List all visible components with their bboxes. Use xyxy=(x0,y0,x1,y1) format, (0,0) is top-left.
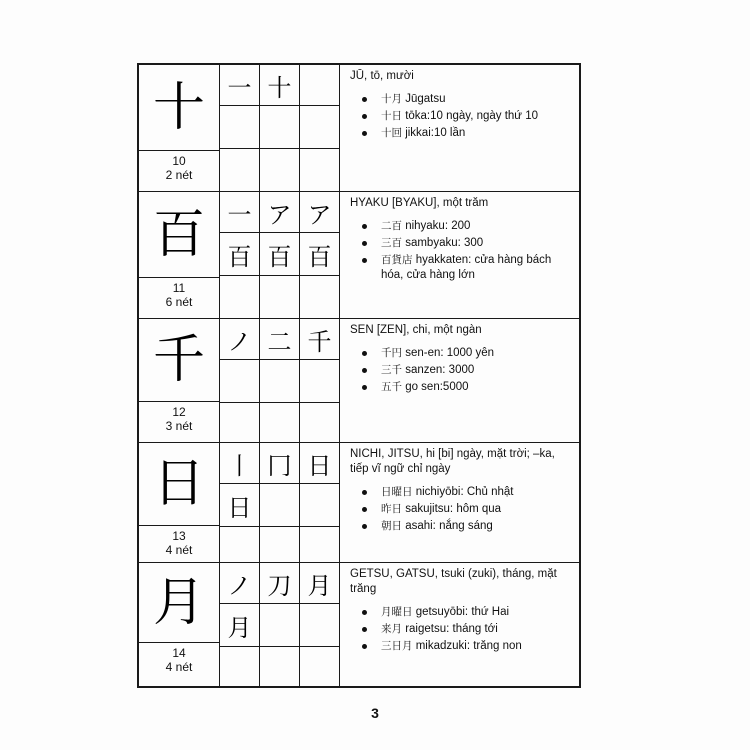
kanji-number-cell xyxy=(139,402,220,443)
example-meaning: raigetsu: tháng tới xyxy=(402,623,498,635)
example-meaning: go sen:5000 xyxy=(402,381,469,393)
example-item xyxy=(370,109,573,124)
example-meaning: hyakkaten: cửa hàng bách hóa, cửa hàng lớn xyxy=(381,254,552,281)
kanji-index: 12 xyxy=(172,405,186,419)
example-list xyxy=(350,485,573,534)
stroke-order-cell xyxy=(260,276,300,319)
stroke-order-cell xyxy=(260,106,300,149)
stroke-order-cell xyxy=(220,360,260,403)
example-list xyxy=(350,346,573,395)
example-word: 日曜日 xyxy=(381,486,413,498)
example-item xyxy=(370,380,573,395)
kanji-character: 千 xyxy=(152,330,205,390)
stroke-order-cell: 冂 xyxy=(260,443,300,484)
kanji-big-cell xyxy=(139,65,220,151)
example-meaning: sen-en: 1000 yên xyxy=(402,347,495,359)
kanji-entry xyxy=(139,563,579,686)
example-meaning: asahi: nắng sáng xyxy=(402,520,493,532)
kanji-number-cell xyxy=(139,643,220,686)
example-word: 来月 xyxy=(381,623,402,635)
example-item xyxy=(370,605,573,620)
kanji-info xyxy=(342,65,579,192)
stroke-order-cell xyxy=(300,604,340,647)
example-item xyxy=(370,346,573,361)
kanji-info xyxy=(342,443,579,563)
example-meaning: nihyaku: 200 xyxy=(402,220,471,232)
page-number: 3 xyxy=(371,705,379,721)
kanji-big-cell xyxy=(139,563,220,643)
example-meaning: Jūgatsu xyxy=(402,93,446,105)
example-meaning: sanzen: 3000 xyxy=(402,364,475,376)
stroke-order-cell xyxy=(300,65,340,106)
kanji-character: 日 xyxy=(152,454,205,514)
stroke-order-cell xyxy=(260,484,300,527)
kanji-entry xyxy=(139,192,579,319)
stroke-order-cell xyxy=(300,527,340,563)
stroke-order-cell xyxy=(260,527,300,563)
kanji-number-cell xyxy=(139,278,220,319)
stroke-order-cell: 百 xyxy=(220,233,260,276)
example-item xyxy=(370,502,573,517)
example-word: 十月 xyxy=(381,93,402,105)
stroke-order-cell: 百 xyxy=(300,233,340,276)
example-meaning: getsuyōbi: thứ Hai xyxy=(412,606,510,618)
stroke-order-cell: 一 xyxy=(220,192,260,233)
stroke-order-cell: 月 xyxy=(220,604,260,647)
stroke-order-cell xyxy=(260,647,300,686)
stroke-order-cell: ノ xyxy=(220,563,260,604)
stroke-order-cell: 十 xyxy=(260,65,300,106)
kanji-info xyxy=(342,563,579,686)
example-word: 昨日 xyxy=(381,503,402,515)
kanji-index: 10 xyxy=(172,154,186,168)
example-word: 十日 xyxy=(381,110,402,122)
stroke-order-cell: ノ xyxy=(220,319,260,360)
stroke-order-cell: 二 xyxy=(260,319,300,360)
kanji-entry xyxy=(139,65,579,192)
kanji-big-cell xyxy=(139,319,220,402)
stroke-order-cell: 刀 xyxy=(260,563,300,604)
example-item xyxy=(370,639,573,654)
example-word: 十回 xyxy=(381,127,402,139)
example-item xyxy=(370,519,573,534)
stroke-order-cell xyxy=(260,403,300,443)
stroke-order-cell: ア xyxy=(300,192,340,233)
kanji-big-cell xyxy=(139,443,220,526)
example-list xyxy=(350,92,573,141)
example-meaning: sakujitsu: hôm qua xyxy=(402,503,502,515)
stroke-order-cell: 百 xyxy=(260,233,300,276)
example-word: 百貨店 xyxy=(381,254,413,266)
example-word: 五千 xyxy=(381,381,402,393)
example-meaning: nichiyōbi: Chủ nhật xyxy=(412,486,514,498)
stroke-order-cell xyxy=(260,604,300,647)
stroke-order-cell: 月 xyxy=(300,563,340,604)
example-word: 三日月 xyxy=(381,640,413,652)
kanji-table xyxy=(137,63,581,688)
example-word: 三千 xyxy=(381,364,402,376)
example-word: 三百 xyxy=(381,237,402,249)
stroke-order-cell xyxy=(220,527,260,563)
kanji-index: 13 xyxy=(172,529,186,543)
stroke-order-cell xyxy=(220,647,260,686)
kanji-big-cell xyxy=(139,192,220,278)
stroke-order-cell xyxy=(220,276,260,319)
kanji-index: 14 xyxy=(172,646,186,660)
stroke-order-cell: ア xyxy=(260,192,300,233)
kanji-reading: JŪ, tō, mười xyxy=(350,70,414,82)
stroke-order-cell: 丨 xyxy=(220,443,260,484)
stroke-order-cell xyxy=(300,106,340,149)
example-item xyxy=(370,219,573,234)
stroke-order-cell xyxy=(300,276,340,319)
stroke-count: 2 nét xyxy=(165,168,193,182)
kanji-reading: SEN [ZEN], chi, một ngàn xyxy=(350,324,482,336)
kanji-entry xyxy=(139,443,579,563)
stroke-order-cell xyxy=(300,647,340,686)
example-list xyxy=(350,605,573,654)
kanji-info xyxy=(342,319,579,443)
example-item xyxy=(370,92,573,107)
example-item xyxy=(370,485,573,500)
stroke-order-cell: 日 xyxy=(220,484,260,527)
stroke-order-cell xyxy=(220,403,260,443)
example-item xyxy=(370,126,573,141)
stroke-order-cell xyxy=(300,360,340,403)
example-item xyxy=(370,253,573,283)
stroke-order-cell: 日 xyxy=(300,443,340,484)
example-word: 千円 xyxy=(381,347,402,359)
example-item xyxy=(370,622,573,637)
kanji-character: 月 xyxy=(152,572,205,633)
stroke-order-cell xyxy=(300,484,340,527)
kanji-reading: HYAKU [BYAKU], một trăm xyxy=(350,197,489,209)
kanji-character: 百 xyxy=(152,204,205,265)
stroke-count: 3 nét xyxy=(165,419,193,433)
kanji-index: 11 xyxy=(172,281,186,295)
example-meaning: tōka:10 ngày, ngày thứ 10 xyxy=(402,110,538,122)
stroke-count: 6 nét xyxy=(165,295,193,309)
example-meaning: jikkai:10 lần xyxy=(402,127,466,139)
stroke-count: 4 nét xyxy=(165,543,193,557)
stroke-count: 4 nét xyxy=(165,660,193,674)
stroke-order-cell: 千 xyxy=(300,319,340,360)
stroke-order-cell: 一 xyxy=(220,65,260,106)
example-word: 月曜日 xyxy=(381,606,413,618)
example-list xyxy=(350,219,573,283)
example-word: 二百 xyxy=(381,220,402,232)
stroke-order-cell xyxy=(300,149,340,192)
stroke-order-cell xyxy=(300,403,340,443)
stroke-order-cell xyxy=(260,149,300,192)
stroke-order-cell xyxy=(220,149,260,192)
kanji-entry xyxy=(139,319,579,443)
example-meaning: mikadzuki: trăng non xyxy=(412,640,522,652)
stroke-order-cell xyxy=(260,360,300,403)
kanji-character: 十 xyxy=(152,77,205,138)
example-item xyxy=(370,363,573,378)
kanji-number-cell xyxy=(139,526,220,563)
kanji-reading: NICHI, JITSU, hi [bi] ngày, mặt trời; –ka, tiếp vĩ ngữ chỉ ngày xyxy=(350,448,555,475)
example-item xyxy=(370,236,573,251)
example-meaning: sambyaku: 300 xyxy=(402,237,484,249)
kanji-number-cell xyxy=(139,151,220,192)
stroke-order-cell xyxy=(220,106,260,149)
kanji-info xyxy=(342,192,579,319)
kanji-reading: GETSU, GATSU, tsuki (zuki), tháng, mặt trăng xyxy=(350,568,557,595)
example-word: 朝日 xyxy=(381,520,402,532)
